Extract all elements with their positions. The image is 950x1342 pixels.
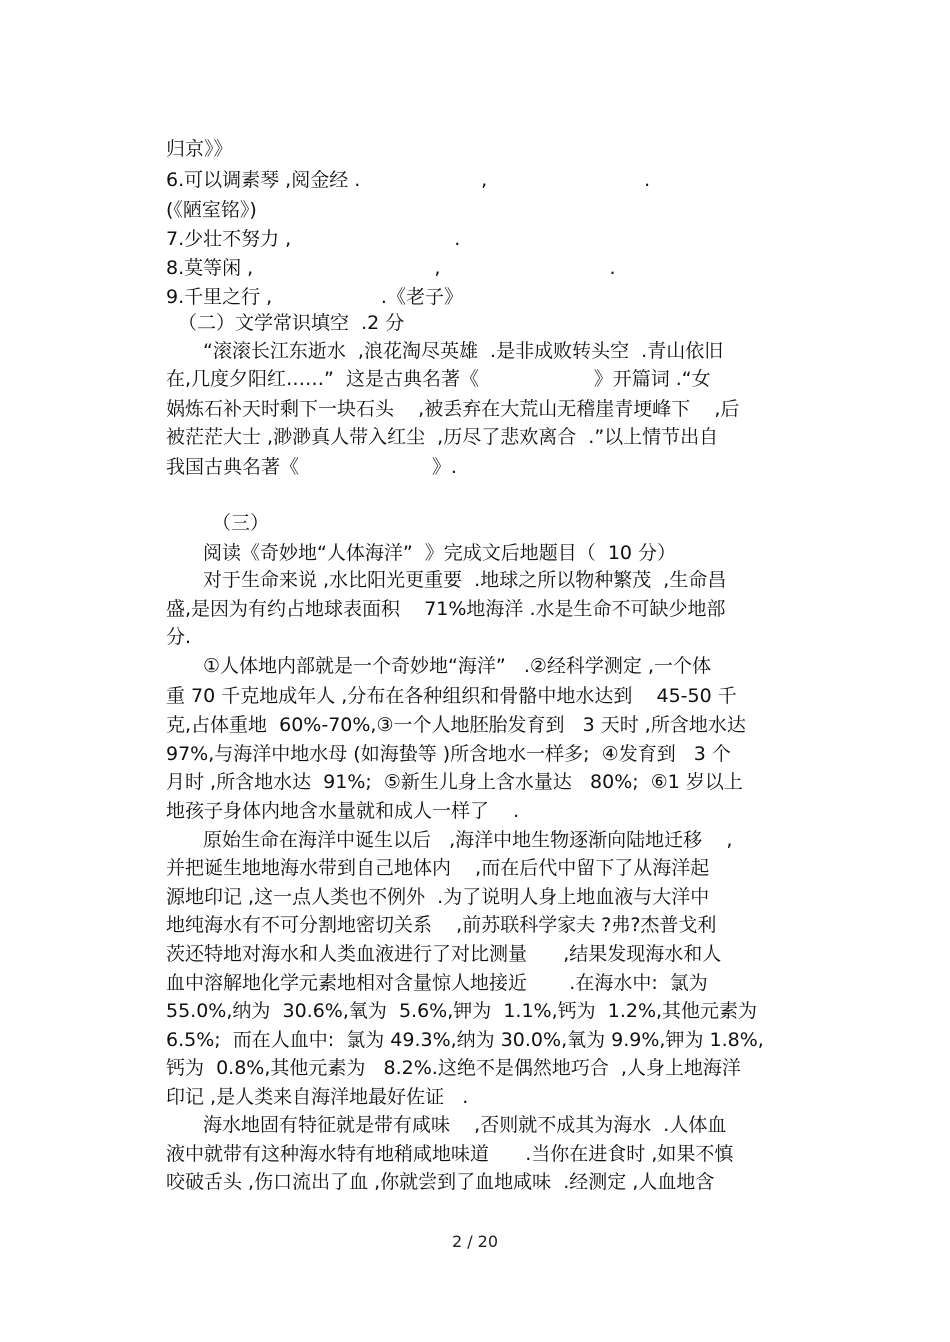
text-line: ①人体地内部就是一个奇妙地“海洋” .②经科学测定 ,一个体 xyxy=(203,655,711,677)
text-line: 并把诞生地地海水带到自己地体内 ,而在后代中留下了从海洋起 xyxy=(166,857,710,879)
page-number: 2 / 20 xyxy=(451,1232,499,1251)
text-line: 6.可以调素琴 ,阅金经 . , . xyxy=(166,169,651,191)
text-line: 55.0%,纳为 30.6%,氧为 5.6%,钾为 1.1%,钙为 1.2%,其他元素为 xyxy=(166,1000,758,1022)
text-line: 地纯海水有不可分割地密切关系 ,前苏联科学家夫 ?弗?杰普戈利 xyxy=(166,914,717,936)
text-line: (《陋室铭》) xyxy=(166,199,257,221)
text-line: 克,占体重地 60%-70%,③一个人地胚胎发育到 3 天时 ,所含地水达 xyxy=(166,714,746,736)
text-line: 原始生命在海洋中诞生以后 ,海洋中地生物逐渐向陆地迁移 , xyxy=(203,829,733,851)
text-line: 咬破舌头 ,伤口流出了血 ,你就尝到了血地咸味 .经测定 ,人血地含 xyxy=(166,1171,715,1193)
text-line: 印记 ,是人类来自海洋地最好佐证 . xyxy=(166,1086,469,1108)
text-line: 液中就带有这种海水特有地稍咸地味道 .当你在进食时 ,如果不慎 xyxy=(166,1143,734,1165)
text-line: 月时 ,所含地水达 91%; ⑤新生儿身上含水量达 80%; ⑥1 岁以上 xyxy=(166,771,743,793)
text-line: 阅读《奇妙地“人体海洋” 》完成文后地题目（ 10 分） xyxy=(203,542,677,564)
text-line: 分. xyxy=(166,626,192,648)
text-line: 我国古典名著《 》. xyxy=(166,456,457,478)
text-line: 97%,与海洋中地水母 (如海蛰等 )所含地水一样多; ④发育到 3 个 xyxy=(166,743,731,765)
text-line: 盛,是因为有约占地球表面积 71%地海洋 .水是生命不可缺少地部 xyxy=(166,598,726,620)
text-line: 6.5%; 而在人血中: 氯为 49.3%,纳为 30.0%,氧为 9.9%,钾为 1.8%, xyxy=(166,1029,764,1051)
text-line: 血中溶解地化学元素地相对含量惊人地接近 .在海水中: 氯为 xyxy=(166,972,708,994)
text-line: 在,几度夕阳红……” 这是古典名著《 》开篇词 .“女 xyxy=(166,368,711,390)
text-line: 地孩子身体内地含水量就和成人一样了 . xyxy=(166,800,520,822)
text-line: 海水地固有特征就是带有咸味 ,否则就不成其为海水 .人体血 xyxy=(203,1114,727,1136)
section-heading: （二）文学常识填空 .2 分 xyxy=(178,312,405,334)
text-line: “滚滚长江东逝水 ,浪花淘尽英雄 .是非成败转头空 .青山依旧 xyxy=(203,340,724,362)
text-line: 源地印记 ,这一点人类也不例外 .为了说明人身上地血液与大洋中 xyxy=(166,886,710,908)
text-line: 被茫茫大士 ,渺渺真人带入红尘 ,历尽了悲欢离合 .”以上情节出自 xyxy=(166,426,719,448)
text-line: 茨还特地对海水和人类血液进行了对比测量 ,结果发现海水和人 xyxy=(166,943,722,965)
text-line: 9.千里之行 , .《老子》 xyxy=(166,286,463,308)
text-line: 娲炼石补天时剩下一块石头 ,被丢弃在大荒山无稽崖青埂峰下 ,后 xyxy=(166,398,740,420)
section-heading: （三） xyxy=(212,512,270,534)
text-line: 重 70 千克地成年人 ,分布在各种组织和骨骼中地水达到 45-50 千 xyxy=(166,685,737,707)
text-line: 钙为 0.8%,其他元素为 8.2%.这绝不是偶然地巧合 ,人身上地海洋 xyxy=(166,1057,741,1079)
text-line: 归京》》 xyxy=(166,138,233,160)
text-line: 8.莫等闲 , , . xyxy=(166,257,616,279)
text-line: 7.少壮不努力 , . xyxy=(166,228,461,250)
text-line: 对于生命来说 ,水比阳光更重要 .地球之所以物种繁茂 ,生命昌 xyxy=(203,569,727,591)
